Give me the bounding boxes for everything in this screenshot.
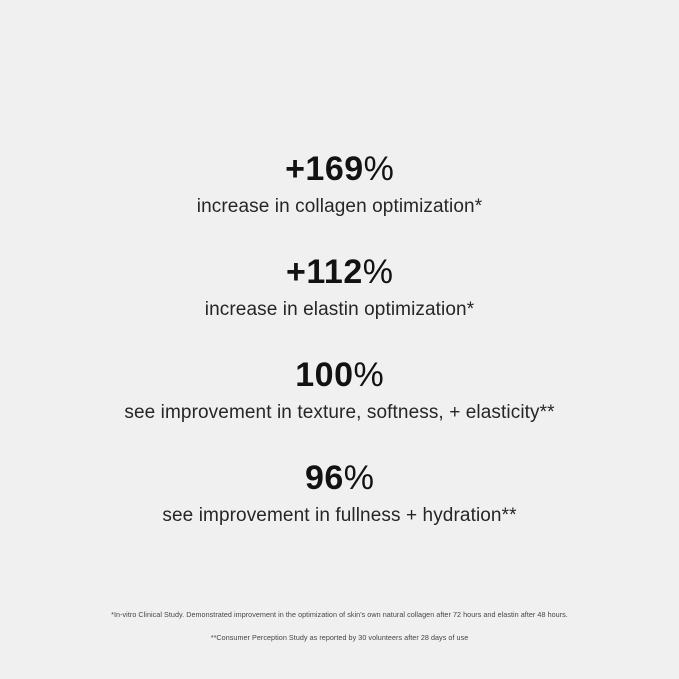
- percent-sign: %: [343, 459, 375, 497]
- stat-value: [0, 255, 679, 289]
- stat-number: 100: [295, 356, 354, 394]
- stat-block: [0, 461, 679, 528]
- percent-sign: %: [363, 150, 394, 188]
- stats-list: [0, 152, 679, 564]
- percent-sign: %: [353, 356, 384, 394]
- stat-label: see improvement in fullness + hydration**: [162, 505, 517, 526]
- footnote: *In-vitro Clinical Study. Demonstrated improvement in the optimization of skin's own natural collagen after 72 hours and elastin after 48 hours.: [111, 610, 568, 619]
- stat-number: +169: [285, 150, 364, 188]
- stat-block: [0, 152, 679, 219]
- stat-label: increase in collagen optimization*: [196, 196, 483, 217]
- stat-value: [0, 152, 679, 186]
- stat-number: +112: [286, 253, 363, 291]
- stat-value: [0, 461, 679, 495]
- stat-value: [0, 358, 679, 392]
- stat-block: [0, 255, 679, 322]
- footnote: **Consumer Perception Study as reported by 30 volunteers after 28 days of use: [210, 632, 469, 642]
- footnotes: [0, 611, 679, 656]
- stat-block: [0, 358, 679, 425]
- stat-label: increase in elastin optimization*: [204, 299, 475, 320]
- stat-number: 96: [304, 459, 344, 497]
- percent-sign: %: [362, 253, 393, 291]
- stat-label: see improvement in texture, softness, + elasticity**: [124, 402, 555, 423]
